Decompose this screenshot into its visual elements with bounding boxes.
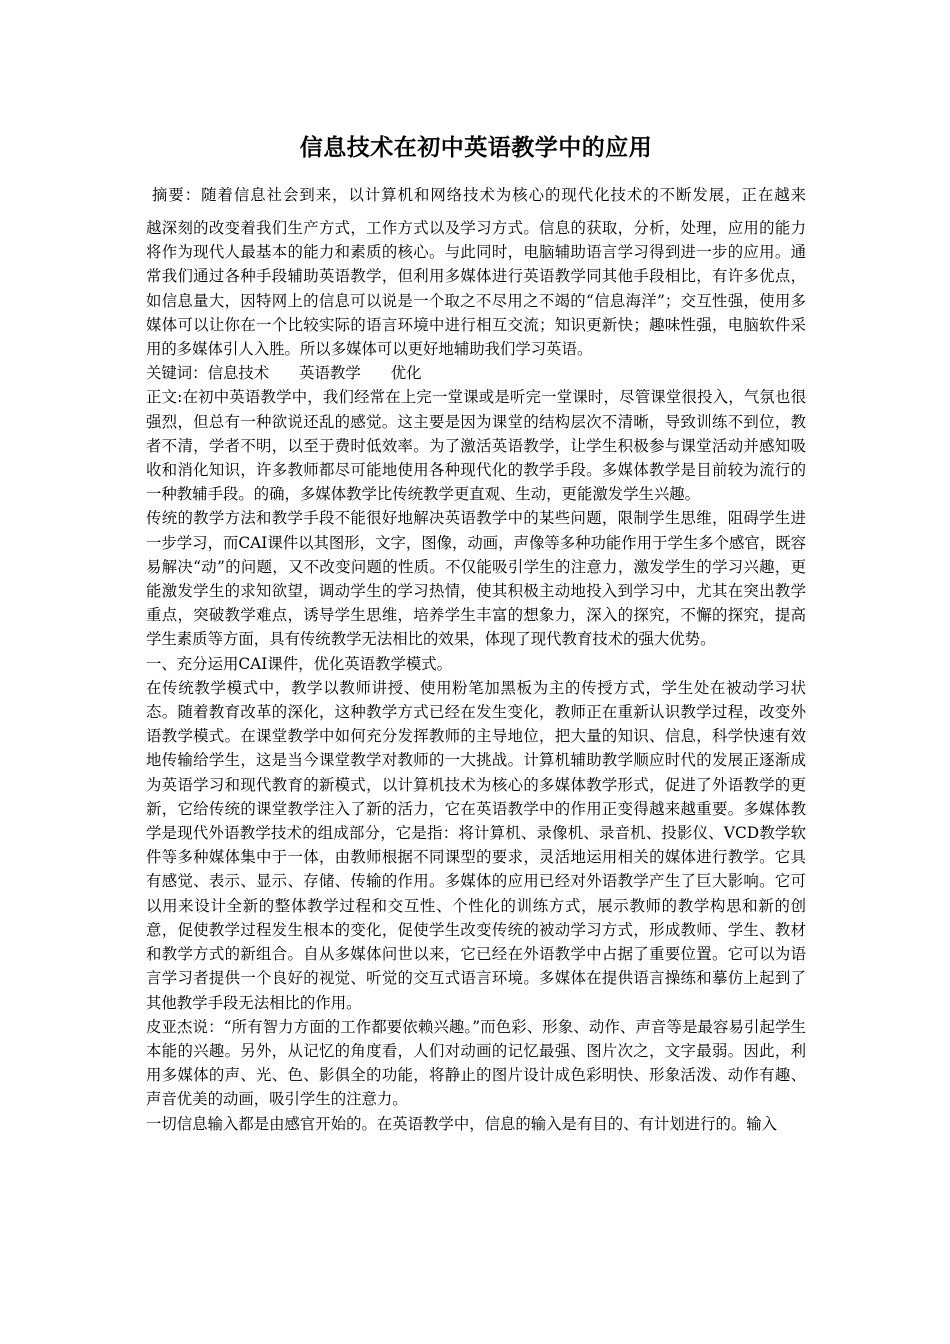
- keyword: 英语教学: [299, 364, 361, 383]
- body-paragraph: 皮亚杰说：“所有智力方面的工作都要依赖兴趣。”而色彩、形象、动作、声音等是最容易引起学生本能的兴趣。另外，从记忆的角度看，人们对动画的记忆最强、图片次之，文字最弱。因此，利用多媒体的声、光、色、影俱全的功能，将静止的图片设计成色彩明快、形象活泼、动作有趣、声音优美的动画，吸引学生的注意力。: [146, 1017, 806, 1109]
- body-paragraph: 在传统教学模式中，教学以教师讲授、使用粉笔加黑板为主的传授方式，学生处在被动学习状态。随着教育改革的深化，这种教学方式已经在发生变化，教师正在重新认识教学过程，改变外语教学模式。在课堂教学中如何充分发挥教师的主导地位，把大量的知识、信息，科学快速有效地传输给学生，这是当今课堂教学对教师的一大挑战。计算机辅助教学顺应时代的发展正逐渐成为英语学习和现代教育的新模式，以计算机技术为核心的多媒体教学形式，促进了外语教学的更新，它给传统的课堂教学注入了新的活力，它在英语教学中的作用正变得越来越重要。多媒体教学是现代外语教学技术的组成部分，它是指：将计算机、录像机、录音机、投影仪、VCD教学软件等多种媒体集中于一体，由教师根据不同课型的要求，灵活地运用相关的媒体进行教学。它具有感觉、表示、显示、存储、传输的作用。多媒体的应用已经对外语教学产生了巨大影响。它可以用来设计全新的整体教学过程和交互性、个性化的训练方式，展示教师的教学构思和新的创意，促使教学过程发生根本的变化，促使学生改变传统的被动学习方式，形成教师、学生、教材和教学方式的新组合。自从多媒体问世以来，它已经在外语教学中占据了重要位置。它可以为语言学习者提供一个良好的视觉、听觉的交互式语言环境。多媒体在提供语言操练和摹仿上起到了其他教学手段无法相比的作用。: [146, 678, 806, 1012]
- section-heading: 一、充分运用CAI课件，优化英语教学模式。: [146, 654, 453, 673]
- body-paragraph: 正文:在初中英语教学中，我们经常在上完一堂课或是听完一堂课时，尽管课堂很投入，气氛也很强烈，但总有一种欲说还乱的感觉。这主要是因为课堂的结构层次不清晰，导致训练不到位，教者不清，学者不明，以至于费时低效率。为了激活英语教学，让学生积极参与课堂活动并感知吸收和消化知识，许多教师都尽可能地使用各种现代化的教学手段。多媒体教学是目前较为流行的一种教辅手段。的确，多媒体教学比传统教学更直观、生动，更能激发学生兴趣。: [146, 388, 806, 504]
- document-title: 信息技术在初中英语教学中的应用: [299, 135, 653, 161]
- document-page: [146, 128, 806, 1136]
- keyword: 信息技术: [207, 364, 270, 383]
- abstract-body: 越深刻的改变着我们生产方式，工作方式以及学习方式。信息的获取，分析，处理，应用的能力将作为现代人最基本的能力和素质的核心。与此同时，电脑辅助语言学习得到进一步的应用。通常我们通过各种手段辅助英语教学，但利用多媒体进行英语教学同其他手段相比，有许多优点，如信息量大，因特网上的信息可以说是一个取之不尽用之不竭的“信息海洋”；交互性强，使用多媒体可以让你在一个比较实际的语言环境中进行相互交流；知识更新快；趣味性强，电脑软件采用的多媒体引人入胜。所以多媒体可以更好地辅助我们学习英语。: [146, 219, 806, 359]
- keywords-line: [146, 361, 806, 385]
- keywords-label: 关键词：: [146, 364, 208, 383]
- body-paragraph: 一切信息输入都是由感官开始的。在英语教学中，信息的输入是有目的、有计划进行的。输入: [146, 1114, 778, 1133]
- abstract-first-line: 摘要：随着信息社会到来，以计算机和网络技术为核心的现代化技术的不断发展，正在越来: [152, 186, 806, 204]
- keyword: 优化: [390, 364, 422, 383]
- body-paragraph: 传统的教学方法和教学手段不能很好地解决英语教学中的某些问题，限制学生思维，阻碍学生进一步学习，而CAI课件以其图形，文字，图像，动画，声像等多种功能作用于学生多个感官，既容易解决“动”的问题，又不改变问题的性质。不仅能吸引学生的注意力，激发学生的学习兴趣，更能激发学生的求知欲望，调动学生的学习热情，使其积极主动地投入到学习中，尤其在突出教学重点，突破教学难点，诱导学生思维，培养学生丰富的想象力，深入的探究，不懈的探究，提高学生素质等方面，具有传统教学无法相比的效果，体现了现代教育技术的强大优势。: [146, 509, 806, 649]
